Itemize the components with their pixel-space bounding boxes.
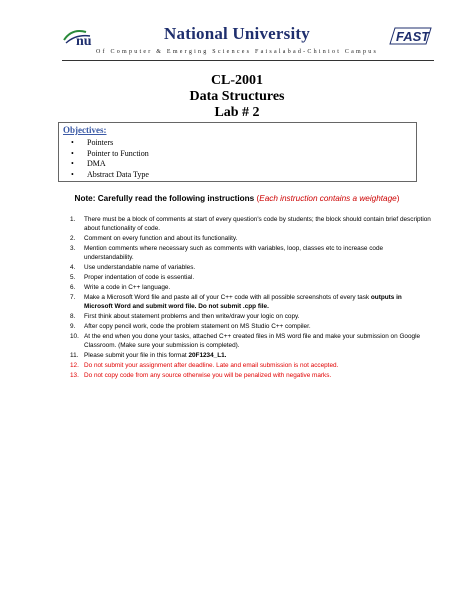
note-main: Note: Carefully read the following instructions xyxy=(74,194,255,203)
instruction-item xyxy=(70,283,432,292)
instruction-number: 7. xyxy=(70,294,76,301)
instruction-item xyxy=(70,273,432,282)
course-code: CL-2001 xyxy=(210,73,264,88)
instruction-number: 12. xyxy=(70,362,79,369)
instruction-text: First think about statement problems and then write/draw your logic on copy. xyxy=(84,313,300,320)
instruction-number: 10. xyxy=(70,333,79,340)
note-close-paren: ) xyxy=(396,194,400,203)
instruction-number: 1. xyxy=(70,216,76,223)
instruction-text: After copy pencil work, code the problem statement on MS Studio C++ compiler. xyxy=(84,323,311,330)
file-format: 20F1234_L1. xyxy=(188,352,227,359)
instructions-list xyxy=(70,215,432,381)
instruction-item-warning xyxy=(70,371,432,380)
instructions-note xyxy=(0,194,474,203)
instruction-item xyxy=(70,215,432,233)
instruction-number: 11. xyxy=(70,352,79,359)
svg-text:nu: nu xyxy=(76,34,92,48)
instruction-text: Write a code in C++ language. xyxy=(84,284,171,291)
fast-logo-icon xyxy=(389,24,433,48)
instruction-text: There must be a block of comments at start of every question's code by students; the block should contain brief description about functionality of code. xyxy=(84,216,431,232)
instruction-item xyxy=(70,244,432,262)
instruction-item xyxy=(70,332,432,350)
objectives-list xyxy=(69,138,149,180)
instruction-text: Mention comments where necessary such as comments with variables, loop, classes etc to increase code understandability. xyxy=(84,245,384,261)
campus-subtitle: Of Computer & Emerging Sciences Faisalabad-Chiniot Campus xyxy=(95,49,379,55)
instruction-text: Comment on every function and about its functionality. xyxy=(84,235,238,242)
instruction-item xyxy=(70,293,432,311)
instruction-item xyxy=(70,234,432,243)
instruction-item xyxy=(70,322,432,331)
instruction-text: At the end when you done your tasks, attached C++ created files in MS word file and make your submission on Google Classroom. (Make sure your submission is completed). xyxy=(84,333,421,349)
header-divider xyxy=(62,60,434,61)
instruction-text: Proper indentation of code is essential. xyxy=(84,274,195,281)
lab-number: Lab # 2 xyxy=(214,105,260,120)
instruction-text: Make a Microsoft Word file and paste all of your C++ code with all possible screenshots of every task xyxy=(84,294,371,301)
note-open-paren: ( xyxy=(256,194,260,203)
instruction-number: 8. xyxy=(70,313,76,320)
instruction-number: 13. xyxy=(70,372,79,379)
instruction-number: 3. xyxy=(70,245,76,252)
instruction-number: 2. xyxy=(70,235,76,242)
instruction-text-bold: outputs in Microsoft Word and submit word file. Do not submit .cpp file. xyxy=(84,294,402,310)
objective-item: • Pointer to Function xyxy=(69,149,149,160)
instruction-item xyxy=(70,312,432,321)
objective-item: • Pointers xyxy=(69,138,149,149)
instruction-item xyxy=(70,351,432,360)
objectives-heading: Objectives: xyxy=(63,125,107,135)
instruction-number: 4. xyxy=(70,264,76,271)
instruction-number: 6. xyxy=(70,284,76,291)
note-weightage: Each instruction contains a weightage xyxy=(259,194,397,203)
instruction-text: Use understandable name of variables. xyxy=(84,264,196,271)
instruction-number: 9. xyxy=(70,323,76,330)
instruction-text: Do not copy code from any source otherwise you will be penalized with negative marks. xyxy=(84,372,332,379)
svg-text:FAST: FAST xyxy=(396,29,430,44)
university-title: National University xyxy=(164,24,310,43)
instruction-item-warning xyxy=(70,361,432,370)
objectives-box xyxy=(58,122,417,182)
course-block xyxy=(0,73,474,121)
instruction-text: Do not submit your assignment after deadline. Late and email submission is not accepted. xyxy=(84,362,339,369)
course-name: Data Structures xyxy=(189,89,285,104)
instruction-item xyxy=(70,263,432,272)
objective-item: • DMA xyxy=(69,159,149,170)
instruction-text: Please submit your file in this format xyxy=(84,352,189,359)
objective-item: • Abstract Data Type xyxy=(69,170,149,181)
instruction-number: 5. xyxy=(70,274,76,281)
